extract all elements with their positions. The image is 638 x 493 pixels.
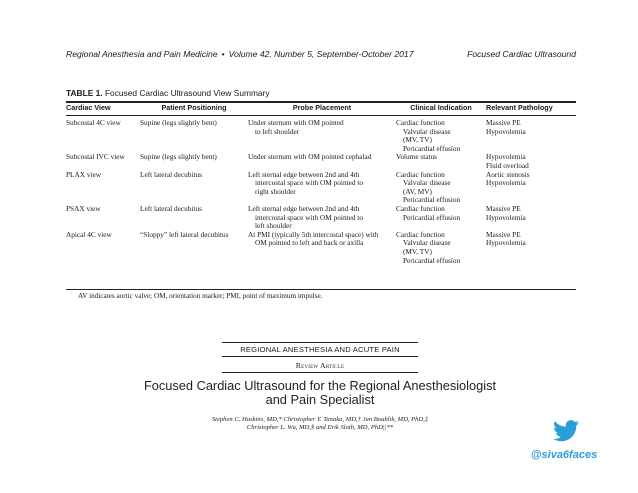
article-title — [130, 379, 510, 407]
cell-positioning — [140, 171, 248, 205]
cell-probe — [248, 171, 396, 205]
header-clinical-indication: Clinical Indication — [410, 102, 472, 112]
author-line: Stephen C. Haskins, MD,* Christopher Y. Tanaka, MD,† Jan Boublik, MD, PhD,‡ — [211, 416, 429, 423]
table-bottom-rule — [66, 289, 576, 290]
cell-line: Pericardial effusion — [403, 255, 461, 265]
cell-line: Left lateral decubitus — [140, 203, 202, 213]
cell-line: intercostal space with OM pointed to — [255, 178, 364, 188]
header-bullet: • — [221, 49, 225, 59]
cell-line: (MV, TV) — [403, 246, 432, 256]
cell-pathology — [486, 153, 576, 170]
cell-line: to left shoulder — [255, 126, 300, 136]
cell-line: Cardiac function — [396, 118, 445, 127]
cell-probe — [248, 205, 396, 231]
cell-line: Cardiac function — [396, 203, 445, 213]
cell-line: Supine (legs slightly bent) — [140, 118, 217, 127]
cell-positioning — [140, 153, 248, 170]
cell-line: Valvular disease — [403, 178, 451, 188]
table-footnote: AV indicates aortic valve; OM, orientation marker; PMI, point of maximum impulse. — [78, 292, 323, 300]
table-caption — [66, 87, 576, 99]
table-row — [66, 171, 576, 205]
cell-line: (AV, MV) — [403, 186, 432, 196]
view-summary-table — [66, 103, 576, 265]
cell-line: At PMI (typically 5th intercostal space) with — [248, 229, 379, 239]
twitter-bird-shape — [553, 420, 579, 441]
cell-positioning — [140, 205, 248, 231]
article-title-line: and Pain Specialist — [265, 392, 375, 407]
cell-line: Supine (legs slightly bent) — [140, 152, 217, 162]
section-heading: REGIONAL ANESTHESIA AND ACUTE PAIN — [240, 345, 400, 354]
section-rule-middle — [222, 356, 418, 357]
cell-probe — [248, 231, 396, 265]
table-label: TABLE 1. — [66, 88, 103, 98]
cell-line: Hypovolemia — [486, 126, 526, 136]
cell-pathology — [486, 205, 576, 231]
cell-line: Hypovolemia — [486, 238, 526, 248]
cell-line: Hypovolemia — [486, 178, 526, 188]
cell-line: Massive PE — [486, 229, 521, 239]
cell-view: Apical 4C view — [66, 229, 112, 239]
cell-pathology — [486, 115, 576, 153]
header-patient-positioning: Patient Positioning — [161, 102, 227, 112]
cell-view: Subcostal IVC view — [66, 152, 125, 162]
cell-line: Left lateral decubitus — [140, 169, 202, 179]
section-rule-bottom — [222, 372, 418, 373]
cell-indication — [396, 205, 486, 231]
cell-view: Subcostal 4C view — [66, 118, 121, 127]
cell-line: Left sternal edge between 2nd and 4th — [248, 169, 360, 179]
cell-indication — [396, 153, 486, 170]
author-list — [140, 416, 500, 433]
twitter-handle: @siva6faces — [530, 449, 598, 461]
cell-view: PSAX view — [66, 203, 101, 213]
cell-line: Pericardial effusion — [403, 212, 461, 222]
header-probe-placement: Probe Placement — [292, 102, 352, 112]
cell-line: Cardiac function — [396, 229, 445, 239]
cell-line: Pericardial effusion — [403, 195, 461, 205]
cell-indication — [396, 171, 486, 205]
cell-view: PLAX view — [66, 169, 102, 179]
cell-pathology — [486, 171, 576, 205]
cell-positioning — [140, 231, 248, 265]
cell-line: Hypovolemia — [486, 152, 526, 162]
cell-positioning — [140, 115, 248, 153]
cell-probe — [248, 115, 396, 153]
table-header-row — [66, 103, 576, 115]
cell-line: Massive PE — [486, 203, 521, 213]
cell-line: Pericardial effusion — [403, 143, 461, 153]
journal-name: Regional Anesthesia and Pain Medicine — [66, 49, 218, 59]
cell-line: (MV, TV) — [403, 135, 432, 145]
cell-probe — [248, 153, 396, 170]
header-cardiac-view: Cardiac View — [66, 102, 111, 112]
journal-running-header — [66, 47, 576, 61]
article-title-line: Focused Cardiac Ultrasound for the Regional Anesthesiologist — [143, 378, 497, 393]
article-type: Review Article — [295, 361, 345, 370]
cell-line: Left sternal edge between 2nd and 4th — [248, 203, 360, 213]
cell-line: OM pointed to left and back or axilla — [255, 238, 364, 248]
cell-line: Aortic stenosis — [486, 169, 530, 179]
cell-line: Cardiac function — [396, 169, 445, 179]
cell-line: “Sloppy” left lateral decubitus — [140, 229, 229, 239]
cell-line: Under sternum with OM pointed cephalad — [248, 152, 372, 162]
cell-indication — [396, 115, 486, 153]
cell-line: left shoulder — [255, 221, 292, 231]
cell-line: intercostal space with OM pointed to — [255, 212, 364, 222]
twitter-bird-icon — [553, 420, 579, 442]
cell-line: Valvular disease — [403, 238, 451, 248]
cell-line: Massive PE — [486, 118, 521, 127]
author-line: Christopher L. Wu, MD,§ and Erik Sloth, MD, PhD||** — [246, 424, 394, 432]
section-rule-top — [222, 342, 418, 343]
table-row — [66, 231, 576, 265]
cell-pathology — [486, 231, 576, 265]
cell-line: right shoulder — [255, 186, 296, 196]
header-relevant-pathology: Relevant Pathology — [486, 102, 553, 112]
cell-line: Under sternum with OM pointed — [248, 118, 344, 127]
journal-title-issue — [66, 49, 414, 59]
table-caption-text: Focused Cardiac Ultrasound View Summary — [104, 88, 270, 98]
table-row — [66, 153, 576, 170]
cell-line: Hypovolemia — [486, 212, 526, 222]
cell-indication — [396, 231, 486, 265]
cell-line: Volume status — [396, 152, 438, 162]
running-title: Focused Cardiac Ultrasound — [467, 49, 576, 59]
journal-issue: Volume 42, Number 5, September-October 2017 — [228, 49, 414, 59]
cell-line: Valvular disease — [403, 126, 451, 136]
table-row — [66, 115, 576, 153]
cell-line: Fluid overload — [486, 160, 529, 170]
table-row — [66, 205, 576, 231]
